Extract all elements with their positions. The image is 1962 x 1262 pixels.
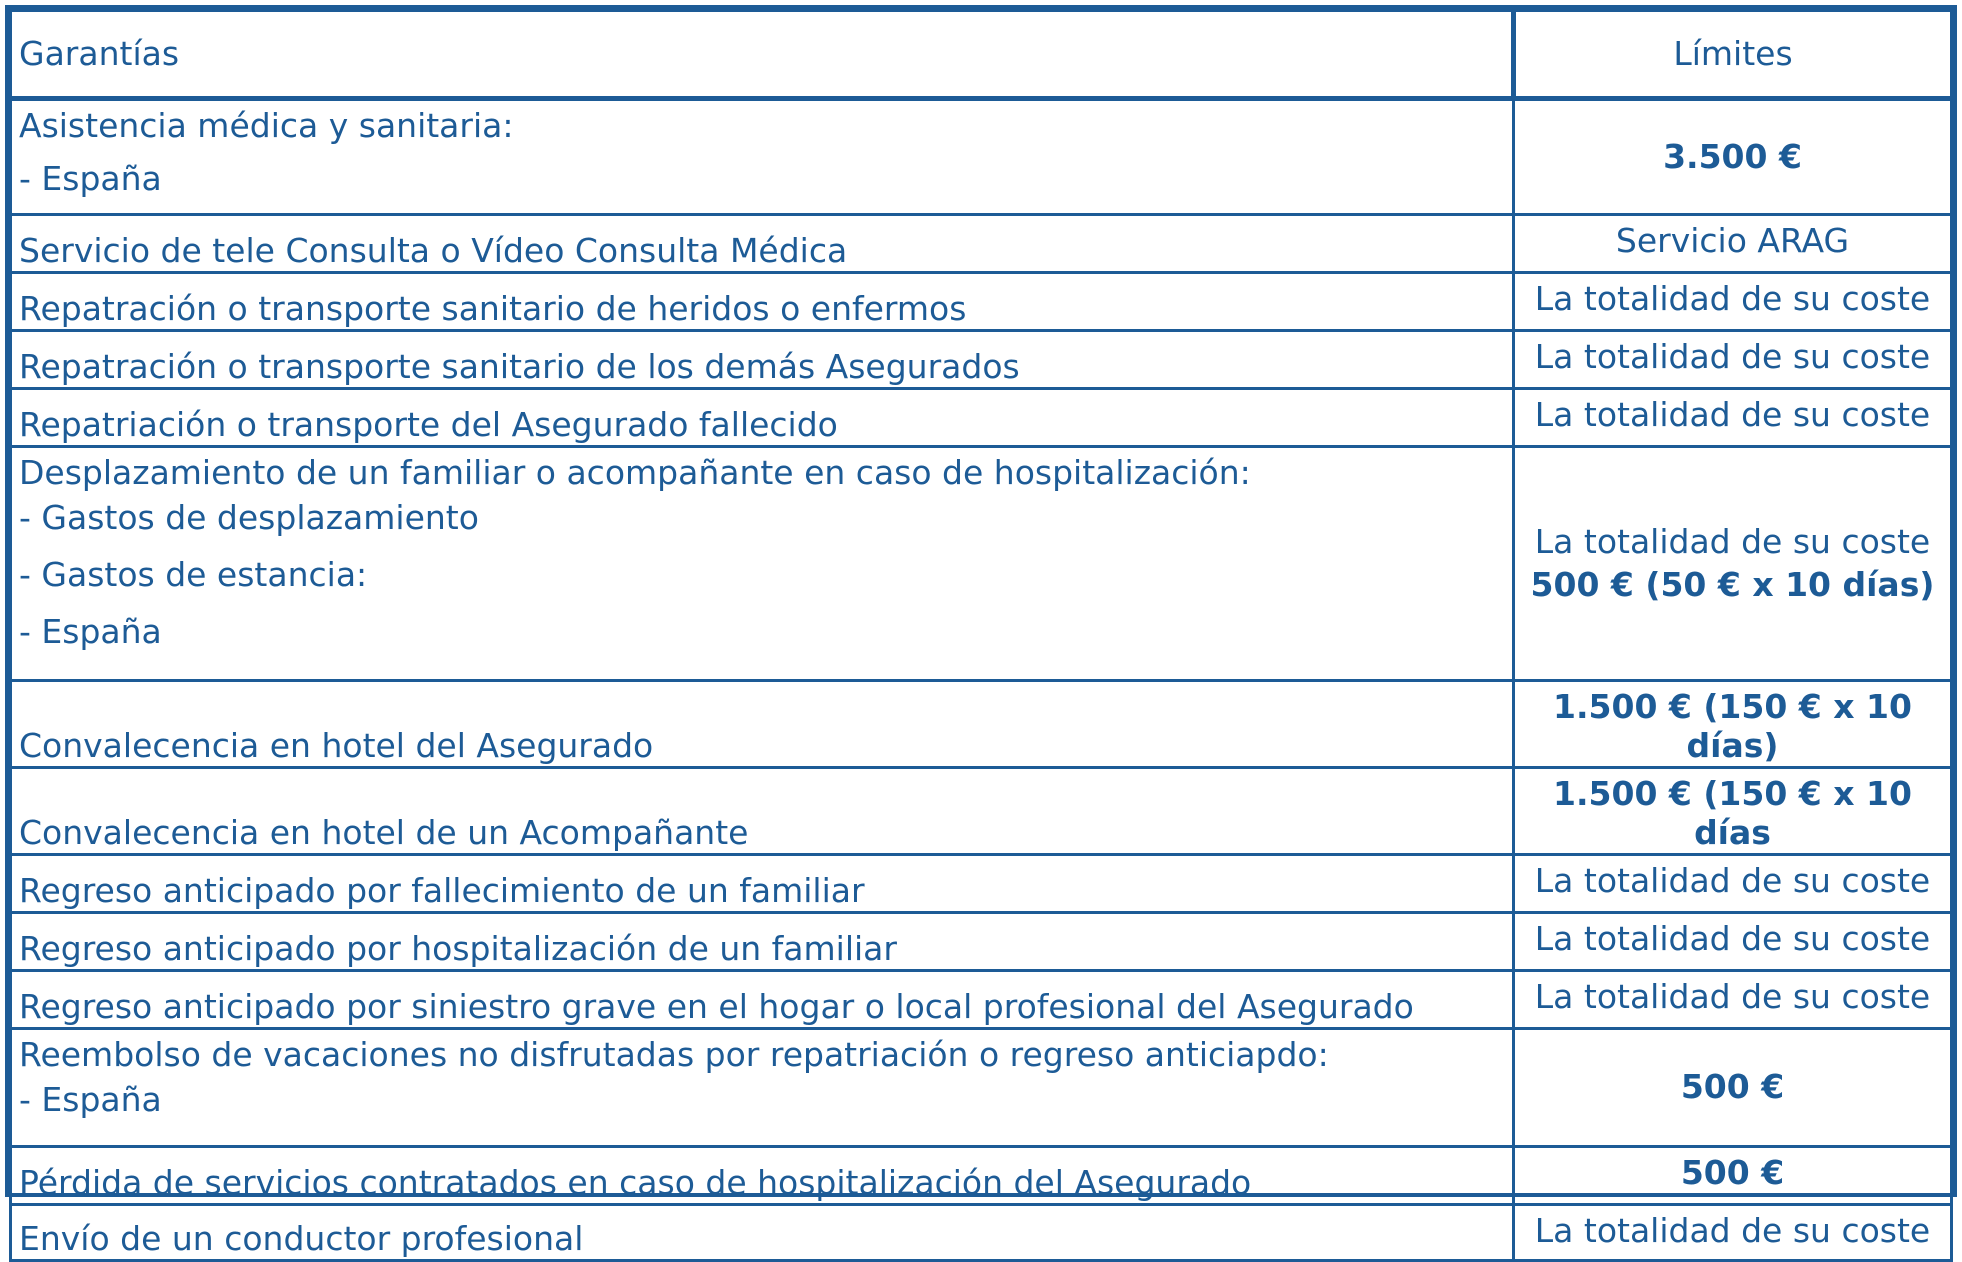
limit-cell: 3.500 €	[1514, 99, 1952, 215]
limit-cell	[1514, 447, 1952, 681]
guarantee-subtext: - Gastos de desplazamiento	[19, 497, 479, 537]
guarantee-cell: Repatriación o transporte del Asegurado fallecido	[11, 389, 1514, 447]
guarantee-subtext: - España	[19, 611, 162, 651]
limit-cell: La totalidad de su coste	[1514, 912, 1952, 970]
limit-cell: 500 €	[1514, 1028, 1952, 1146]
header-limits: Límites	[1514, 11, 1952, 99]
table-row	[11, 767, 1952, 854]
guarantee-cell: Repatración o transporte sanitario de los demás Asegurados	[11, 331, 1514, 389]
coverage-table	[9, 9, 1953, 1262]
guarantee-cell: Repatración o transporte sanitario de heridos o enfermos	[11, 273, 1514, 331]
guarantee-text: Asistencia médica y sanitaria:	[19, 106, 514, 145]
guarantee-subtext: - España	[19, 1079, 162, 1119]
table-row	[11, 854, 1952, 912]
limit-cell: 1.500 € (150 € x 10 días)	[1514, 681, 1952, 768]
guarantee-cell: Regreso anticipado por siniestro grave en el hogar o local profesional del Asegurado	[11, 970, 1514, 1028]
guarantee-cell	[11, 99, 1514, 215]
limit-cell: La totalidad de su coste	[1514, 970, 1952, 1028]
limit-cell: La totalidad de su coste	[1514, 854, 1952, 912]
limit-text: 500 € (50 € x 10 días)	[1530, 564, 1935, 604]
guarantee-cell: Servicio de tele Consulta o Vídeo Consulta Médica	[11, 215, 1514, 273]
guarantee-cell	[11, 447, 1514, 681]
guarantee-subtext: - Gastos de estancia:	[19, 554, 368, 594]
table-row	[11, 331, 1952, 389]
limit-cell: 500 €	[1514, 1146, 1952, 1204]
limit-cell: La totalidad de su coste	[1514, 331, 1952, 389]
table-row	[11, 447, 1952, 681]
guarantee-cell: Convalecencia en hotel del Asegurado	[11, 681, 1514, 768]
table-row	[11, 215, 1952, 273]
table-row	[11, 273, 1952, 331]
guarantee-cell: Regreso anticipado por hospitalización de un familiar	[11, 912, 1514, 970]
table-row	[11, 1204, 1952, 1260]
table-row	[11, 99, 1952, 215]
table-row	[11, 1028, 1952, 1146]
limit-cell: La totalidad de su coste	[1514, 389, 1952, 447]
header-guarantees: Garantías	[11, 11, 1514, 99]
guarantee-cell: Convalecencia en hotel de un Acompañante	[11, 767, 1514, 854]
guarantee-cell: Regreso anticipado por fallecimiento de un familiar	[11, 854, 1514, 912]
guarantee-text: Desplazamiento de un familiar o acompañante en caso de hospitalización:	[19, 453, 1251, 492]
limit-text: La totalidad de su coste	[1534, 521, 1931, 561]
guarantee-cell	[11, 1028, 1514, 1146]
limit-cell: La totalidad de su coste	[1514, 273, 1952, 331]
table-row	[11, 970, 1952, 1028]
coverage-table-frame	[5, 5, 1957, 1258]
limit-cell: 1.500 € (150 € x 10 días	[1514, 767, 1952, 854]
table-row	[11, 681, 1952, 768]
guarantee-cell: Pérdida de servicios contratados en caso de hospitalización del Asegurado	[11, 1146, 1514, 1204]
guarantee-text: Reembolso de vacaciones no disfrutadas por repatriación o regreso anticiapdo:	[19, 1034, 1329, 1074]
table-row	[11, 1146, 1952, 1204]
table-row	[11, 389, 1952, 447]
limit-cell: La totalidad de su coste	[1514, 1204, 1952, 1260]
guarantee-subtext: - España	[19, 158, 162, 198]
limit-cell: Servicio ARAG	[1514, 215, 1952, 273]
table-header-row	[11, 11, 1952, 99]
guarantee-cell: Envío de un conductor profesional	[11, 1204, 1514, 1260]
table-row	[11, 912, 1952, 970]
